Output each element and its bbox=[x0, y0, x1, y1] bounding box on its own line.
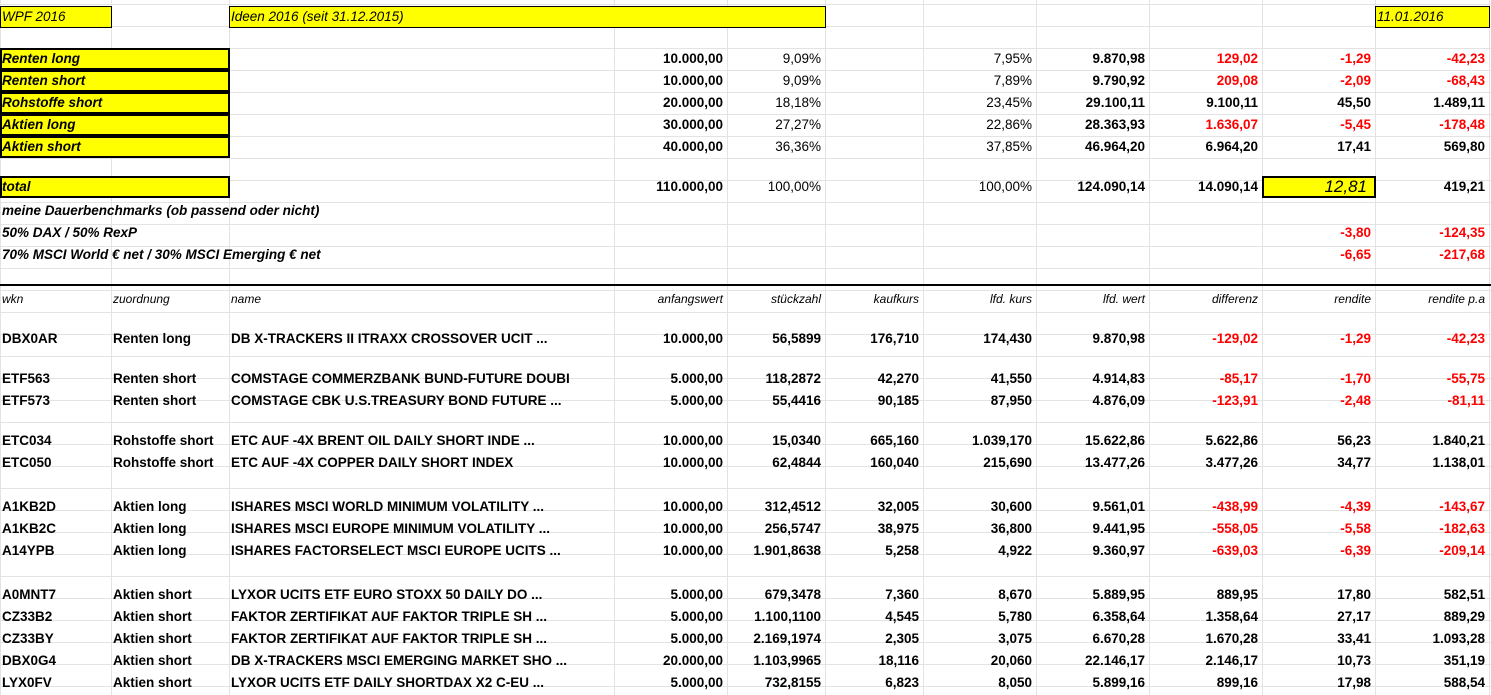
benchmark-rendite-pa[interactable]: -217,68 bbox=[1439, 247, 1485, 262]
position-anfangswert[interactable]: 10.000,00 bbox=[662, 543, 723, 558]
summary-rendite-pa[interactable]: -42,23 bbox=[1446, 51, 1485, 66]
position-zuordnung[interactable]: Renten short bbox=[113, 371, 197, 386]
summary-wert[interactable]: 29.100,11 bbox=[1085, 95, 1145, 110]
summary-wert[interactable]: 46.964,20 bbox=[1084, 139, 1145, 154]
position-name[interactable]: ISHARES MSCI EUROPE MINIMUM VOLATILITY ... bbox=[231, 521, 551, 536]
position-zuordnung[interactable]: Aktien short bbox=[113, 653, 192, 668]
grid-row-line bbox=[0, 268, 1491, 269]
total-rendite-pa[interactable]: 419,21 bbox=[1443, 179, 1485, 194]
column-header[interactable]: anfangswert bbox=[657, 292, 723, 306]
position-differenz[interactable]: -123,91 bbox=[1212, 393, 1258, 408]
position-wkn[interactable]: DBX0G4 bbox=[2, 653, 57, 668]
summary-rendite-pa[interactable]: 569,80 bbox=[1443, 139, 1485, 154]
position-stueckzahl[interactable]: 1.100,1100 bbox=[754, 609, 821, 624]
total-aktuell-anteil[interactable]: 100,00% bbox=[978, 179, 1032, 194]
position-differenz[interactable]: 5.622,86 bbox=[1205, 433, 1258, 448]
position-zuordnung[interactable]: Aktien short bbox=[113, 631, 192, 646]
summary-label[interactable]: Aktien long bbox=[2, 117, 76, 132]
summary-anfangswert[interactable]: 10.000,00 bbox=[662, 51, 723, 66]
position-kaufkurs[interactable]: 42,270 bbox=[877, 371, 919, 386]
position-differenz[interactable]: -639,03 bbox=[1212, 543, 1258, 558]
position-name[interactable]: LYXOR UCITS ETF EURO STOXX 50 DAILY DO ... bbox=[231, 587, 543, 602]
position-rendite-pa[interactable]: -81,11 bbox=[1447, 393, 1485, 408]
position-wkn[interactable]: LYX0FV bbox=[2, 675, 52, 690]
position-zuordnung[interactable]: Aktien short bbox=[113, 587, 192, 602]
position-name[interactable]: ETC AUF -4X BRENT OIL DAILY SHORT INDE ... bbox=[231, 433, 535, 448]
position-kaufkurs[interactable]: 665,160 bbox=[870, 433, 919, 448]
summary-anfangswert[interactable]: 40.000,00 bbox=[662, 139, 723, 154]
column-header[interactable]: differenz bbox=[1211, 292, 1258, 306]
position-lfd-kurs[interactable]: 1.039,170 bbox=[971, 433, 1032, 448]
position-anfangswert[interactable]: 10.000,00 bbox=[662, 331, 723, 346]
position-kaufkurs[interactable]: 2,305 bbox=[885, 631, 919, 646]
position-name[interactable]: COMSTAGE CBK U.S.TREASURY BOND FUTURE ... bbox=[231, 393, 562, 408]
total-anfangswert[interactable]: 110.000,00 bbox=[656, 179, 723, 194]
position-rendite[interactable]: 27,17 bbox=[1337, 609, 1371, 624]
summary-anteil[interactable]: 36,36% bbox=[775, 139, 821, 154]
position-rendite[interactable]: 56,23 bbox=[1337, 433, 1371, 448]
summary-label[interactable]: Aktien short bbox=[2, 139, 81, 154]
position-lfd-wert[interactable]: 13.477,26 bbox=[1084, 455, 1145, 470]
position-rendite-pa[interactable]: 1.093,28 bbox=[1432, 631, 1485, 646]
position-lfd-wert[interactable]: 9.441,95 bbox=[1092, 521, 1145, 536]
position-kaufkurs[interactable]: 18,116 bbox=[878, 653, 919, 668]
position-wkn[interactable]: CZ33B2 bbox=[2, 609, 53, 624]
position-anfangswert[interactable]: 5.000,00 bbox=[670, 609, 723, 624]
summary-differenz[interactable]: 6.964,20 bbox=[1205, 139, 1258, 154]
total-anteil[interactable]: 100,00% bbox=[767, 179, 821, 194]
position-zuordnung[interactable]: Aktien long bbox=[113, 521, 187, 536]
summary-rendite-pa[interactable]: -178,48 bbox=[1439, 117, 1485, 132]
column-header[interactable]: stückzahl bbox=[770, 292, 821, 306]
summary-wert[interactable]: 9.790,92 bbox=[1092, 73, 1145, 88]
position-stueckzahl[interactable]: 732,8155 bbox=[764, 675, 821, 690]
position-lfd-wert[interactable]: 22.146,17 bbox=[1084, 653, 1145, 668]
benchmark-rendite-pa[interactable]: -124,35 bbox=[1439, 225, 1485, 240]
position-rendite[interactable]: -1,70 bbox=[1340, 371, 1371, 386]
position-differenz[interactable]: 3.477,26 bbox=[1205, 455, 1258, 470]
position-stueckzahl[interactable]: 1.901,8638 bbox=[753, 543, 821, 558]
position-name[interactable]: FAKTOR ZERTIFIKAT AUF FAKTOR TRIPLE SH ... bbox=[231, 631, 547, 646]
grid-row-line bbox=[0, 356, 1491, 357]
summary-label[interactable]: Renten short bbox=[2, 73, 86, 88]
position-lfd-wert[interactable]: 15.622,86 bbox=[1084, 433, 1145, 448]
position-anfangswert[interactable]: 5.000,00 bbox=[670, 587, 723, 602]
position-rendite[interactable]: -2,48 bbox=[1340, 393, 1371, 408]
position-lfd-kurs[interactable]: 41,550 bbox=[990, 371, 1032, 386]
summary-differenz[interactable]: 209,08 bbox=[1216, 73, 1258, 88]
summary-aktuell-anteil[interactable]: 22,86% bbox=[986, 117, 1032, 132]
position-stueckzahl[interactable]: 312,4512 bbox=[764, 499, 821, 514]
position-rendite-pa[interactable]: 1.840,21 bbox=[1432, 433, 1485, 448]
position-stueckzahl[interactable]: 15,0340 bbox=[772, 433, 821, 448]
summary-differenz[interactable]: 1.636,07 bbox=[1205, 117, 1258, 132]
summary-differenz[interactable]: 9.100,11 bbox=[1206, 95, 1258, 110]
position-zuordnung[interactable]: Rohstoffe short bbox=[113, 433, 214, 448]
position-kaufkurs[interactable]: 5,258 bbox=[885, 543, 919, 558]
summary-rendite[interactable]: 45,50 bbox=[1337, 95, 1371, 110]
summary-rendite[interactable]: -1,29 bbox=[1340, 51, 1371, 66]
position-name[interactable]: DB X-TRACKERS II ITRAXX CROSSOVER UCIT ... bbox=[231, 331, 548, 346]
column-header[interactable]: wkn bbox=[2, 292, 24, 306]
position-anfangswert[interactable]: 10.000,00 bbox=[662, 433, 723, 448]
position-lfd-wert[interactable]: 9.870,98 bbox=[1092, 331, 1145, 346]
summary-aktuell-anteil[interactable]: 7,89% bbox=[993, 73, 1032, 88]
position-zuordnung[interactable]: Aktien long bbox=[113, 543, 187, 558]
position-rendite-pa[interactable]: -209,14 bbox=[1439, 543, 1485, 558]
column-header[interactable]: rendite bbox=[1334, 292, 1371, 306]
position-lfd-kurs[interactable]: 87,950 bbox=[990, 393, 1032, 408]
position-kaufkurs[interactable]: 7,360 bbox=[885, 587, 919, 602]
position-kaufkurs[interactable]: 38,975 bbox=[877, 521, 919, 536]
position-kaufkurs[interactable]: 160,040 bbox=[870, 455, 919, 470]
grid-row-line bbox=[0, 158, 1491, 159]
total-rendite[interactable]: 12,81 bbox=[1324, 177, 1367, 196]
position-lfd-kurs[interactable]: 3,075 bbox=[998, 631, 1032, 646]
position-anfangswert[interactable]: 5.000,00 bbox=[670, 393, 723, 408]
position-rendite-pa[interactable]: 889,29 bbox=[1443, 609, 1485, 624]
grid-row-line bbox=[0, 422, 1491, 423]
position-lfd-kurs[interactable]: 215,690 bbox=[983, 455, 1032, 470]
column-header[interactable]: kaufkurs bbox=[873, 292, 919, 306]
position-rendite-pa[interactable]: -182,63 bbox=[1439, 521, 1485, 536]
position-stueckzahl[interactable]: 1.103,9965 bbox=[753, 653, 821, 668]
position-anfangswert[interactable]: 10.000,00 bbox=[662, 455, 723, 470]
position-rendite-pa[interactable]: -42,23 bbox=[1446, 331, 1485, 346]
summary-wert[interactable]: 28.363,93 bbox=[1084, 117, 1145, 132]
position-lfd-kurs[interactable]: 36,800 bbox=[990, 521, 1032, 536]
summary-anteil[interactable]: 9,09% bbox=[782, 73, 821, 88]
position-kaufkurs[interactable]: 6,823 bbox=[885, 675, 919, 690]
position-name[interactable]: DB X-TRACKERS MSCI EMERGING MARKET SHO ... bbox=[231, 653, 568, 668]
column-header[interactable]: name bbox=[231, 292, 262, 306]
position-zuordnung[interactable]: Renten long bbox=[113, 331, 191, 346]
position-lfd-kurs[interactable]: 174,430 bbox=[983, 331, 1032, 346]
position-lfd-wert[interactable]: 5.899,16 bbox=[1092, 675, 1145, 690]
position-stueckzahl[interactable]: 679,3478 bbox=[764, 587, 821, 602]
position-rendite[interactable]: 17,98 bbox=[1337, 675, 1371, 690]
position-name[interactable]: COMSTAGE COMMERZBANK BUND-FUTURE DOUBI bbox=[231, 371, 570, 386]
position-anfangswert[interactable]: 20.000,00 bbox=[662, 653, 723, 668]
position-name[interactable]: ETC AUF -4X COPPER DAILY SHORT INDEX bbox=[231, 455, 514, 470]
summary-rendite-pa[interactable]: -68,43 bbox=[1446, 73, 1485, 88]
summary-rendite[interactable]: 17,41 bbox=[1337, 139, 1371, 154]
position-lfd-kurs[interactable]: 30,600 bbox=[990, 499, 1032, 514]
summary-rendite[interactable]: -2,09 bbox=[1340, 73, 1371, 88]
sheet-subtitle[interactable]: Ideen 2016 (seit 31.12.2015) bbox=[231, 9, 404, 24]
grid-row-line bbox=[0, 576, 1491, 577]
position-differenz[interactable]: -438,99 bbox=[1212, 499, 1258, 514]
position-lfd-kurs[interactable]: 8,050 bbox=[998, 675, 1032, 690]
position-zuordnung[interactable]: Aktien long bbox=[113, 499, 187, 514]
position-differenz[interactable]: -85,17 bbox=[1219, 371, 1258, 386]
position-anfangswert[interactable]: 5.000,00 bbox=[670, 631, 723, 646]
position-lfd-kurs[interactable]: 4,922 bbox=[998, 543, 1032, 558]
position-name[interactable]: FAKTOR ZERTIFIKAT AUF FAKTOR TRIPLE SH ... bbox=[231, 609, 547, 624]
position-differenz[interactable]: 2.146,17 bbox=[1205, 653, 1258, 668]
position-stueckzahl[interactable]: 56,5899 bbox=[772, 331, 821, 346]
summary-aktuell-anteil[interactable]: 7,95% bbox=[993, 51, 1032, 66]
position-wkn[interactable]: ETC034 bbox=[2, 433, 52, 448]
position-rendite[interactable]: 17,80 bbox=[1337, 587, 1371, 602]
position-anfangswert[interactable]: 10.000,00 bbox=[662, 499, 723, 514]
position-rendite[interactable]: 10,73 bbox=[1337, 653, 1371, 668]
position-stueckzahl[interactable]: 118,2872 bbox=[765, 371, 821, 386]
total-label[interactable]: total bbox=[2, 179, 31, 194]
column-header[interactable]: zuordnung bbox=[113, 292, 170, 306]
position-zuordnung[interactable]: Aktien short bbox=[113, 675, 192, 690]
position-wkn[interactable]: A14YPB bbox=[2, 543, 55, 558]
position-wkn[interactable]: ETF573 bbox=[2, 393, 51, 408]
position-lfd-wert[interactable]: 4.876,09 bbox=[1092, 393, 1145, 408]
position-differenz[interactable]: 1.670,28 bbox=[1205, 631, 1258, 646]
position-lfd-wert[interactable]: 5.889,95 bbox=[1092, 587, 1145, 602]
position-rendite-pa[interactable]: 582,51 bbox=[1443, 587, 1485, 602]
header-separator bbox=[0, 284, 1491, 286]
position-lfd-wert[interactable]: 4.914,83 bbox=[1092, 371, 1145, 386]
position-name[interactable]: LYXOR UCITS ETF DAILY SHORTDAX X2 C-EU ... bbox=[231, 675, 545, 690]
position-lfd-wert[interactable]: 6.358,64 bbox=[1092, 609, 1145, 624]
position-wkn[interactable]: CZ33BY bbox=[2, 631, 54, 646]
benchmark-label[interactable]: 70% MSCI World € net / 30% MSCI Emerging € net bbox=[2, 247, 321, 262]
position-rendite-pa[interactable]: 1.138,01 bbox=[1432, 455, 1485, 470]
position-lfd-kurs[interactable]: 8,670 bbox=[998, 587, 1032, 602]
position-lfd-kurs[interactable]: 20,060 bbox=[990, 653, 1032, 668]
position-zuordnung[interactable]: Aktien short bbox=[113, 609, 192, 624]
position-differenz[interactable]: -129,02 bbox=[1212, 331, 1258, 346]
position-kaufkurs[interactable]: 32,005 bbox=[877, 499, 919, 514]
position-stueckzahl[interactable]: 2.169,1974 bbox=[753, 631, 821, 646]
summary-anteil[interactable]: 27,27% bbox=[775, 117, 821, 132]
position-anfangswert[interactable]: 5.000,00 bbox=[670, 371, 723, 386]
position-kaufkurs[interactable]: 90,185 bbox=[877, 393, 919, 408]
column-header[interactable]: rendite p.a bbox=[1428, 292, 1485, 306]
position-name[interactable]: ISHARES MSCI WORLD MINIMUM VOLATILITY ... bbox=[231, 499, 544, 514]
sheet-date[interactable]: 11.01.2016 bbox=[1377, 9, 1444, 24]
column-header[interactable]: lfd. wert bbox=[1102, 292, 1145, 306]
position-differenz[interactable]: 899,16 bbox=[1216, 675, 1258, 690]
benchmark-rendite[interactable]: -3,80 bbox=[1340, 225, 1371, 240]
summary-aktuell-anteil[interactable]: 23,45% bbox=[986, 95, 1032, 110]
position-lfd-wert[interactable]: 9.561,01 bbox=[1092, 499, 1145, 514]
position-rendite[interactable]: -5,58 bbox=[1340, 521, 1371, 536]
position-name[interactable]: ISHARES FACTORSELECT MSCI EUROPE UCITS ... bbox=[231, 543, 561, 558]
grid-row-line bbox=[0, 4, 1491, 5]
position-kaufkurs[interactable]: 4,545 bbox=[885, 609, 919, 624]
position-kaufkurs[interactable]: 176,710 bbox=[870, 331, 919, 346]
summary-anfangswert[interactable]: 30.000,00 bbox=[662, 117, 723, 132]
summary-label[interactable]: Renten long bbox=[2, 51, 80, 66]
summary-aktuell-anteil[interactable]: 37,85% bbox=[986, 139, 1032, 154]
position-stueckzahl[interactable]: 256,5747 bbox=[764, 521, 821, 536]
position-anfangswert[interactable]: 5.000,00 bbox=[670, 675, 723, 690]
position-rendite[interactable]: 33,41 bbox=[1337, 631, 1371, 646]
summary-anteil[interactable]: 9,09% bbox=[782, 51, 821, 66]
position-wkn[interactable]: ETC050 bbox=[2, 455, 52, 470]
summary-anteil[interactable]: 18,18% bbox=[775, 95, 821, 110]
position-wkn[interactable]: A0MNT7 bbox=[2, 587, 57, 602]
position-rendite[interactable]: -6,39 bbox=[1340, 543, 1371, 558]
summary-rendite[interactable]: -5,45 bbox=[1340, 117, 1371, 132]
position-lfd-wert[interactable]: 6.670,28 bbox=[1092, 631, 1145, 646]
position-rendite-pa[interactable]: -55,75 bbox=[1446, 371, 1485, 386]
benchmark-heading[interactable]: meine Dauerbenchmarks (ob passend oder nicht) bbox=[2, 203, 320, 218]
position-wkn[interactable]: DBX0AR bbox=[2, 331, 58, 346]
summary-anfangswert[interactable]: 10.000,00 bbox=[662, 73, 723, 88]
position-anfangswert[interactable]: 10.000,00 bbox=[662, 521, 723, 536]
position-zuordnung[interactable]: Renten short bbox=[113, 393, 197, 408]
position-rendite-pa[interactable]: -143,67 bbox=[1439, 499, 1485, 514]
position-rendite[interactable]: -1,29 bbox=[1340, 331, 1371, 346]
position-wkn[interactable]: ETF563 bbox=[2, 371, 51, 386]
position-lfd-wert[interactable]: 9.360,97 bbox=[1092, 543, 1145, 558]
position-lfd-kurs[interactable]: 5,780 bbox=[998, 609, 1032, 624]
total-differenz[interactable]: 14.090,14 bbox=[1197, 179, 1258, 194]
position-rendite[interactable]: 34,77 bbox=[1337, 455, 1371, 470]
grid-row-line bbox=[0, 312, 1491, 313]
position-differenz[interactable]: 1.358,64 bbox=[1205, 609, 1258, 624]
position-zuordnung[interactable]: Rohstoffe short bbox=[113, 455, 214, 470]
position-wkn[interactable]: A1KB2D bbox=[2, 499, 57, 514]
grid-row-line bbox=[0, 488, 1491, 489]
summary-wert[interactable]: 9.870,98 bbox=[1092, 51, 1145, 66]
total-wert[interactable]: 124.090,14 bbox=[1077, 179, 1145, 194]
grid-column-line bbox=[1489, 0, 1490, 695]
summary-rendite-pa[interactable]: 1.489,11 bbox=[1433, 95, 1485, 110]
position-rendite-pa[interactable]: 588,54 bbox=[1443, 675, 1485, 690]
position-wkn[interactable]: A1KB2C bbox=[2, 521, 57, 536]
summary-differenz[interactable]: 129,02 bbox=[1216, 51, 1258, 66]
sheet-title[interactable]: WPF 2016 bbox=[2, 9, 66, 24]
position-rendite[interactable]: -4,39 bbox=[1340, 499, 1371, 514]
position-rendite-pa[interactable]: 351,19 bbox=[1443, 653, 1485, 668]
position-differenz[interactable]: 889,95 bbox=[1216, 587, 1258, 602]
summary-anfangswert[interactable]: 20.000,00 bbox=[662, 95, 723, 110]
summary-label[interactable]: Rohstoffe short bbox=[2, 95, 103, 110]
column-header[interactable]: lfd. kurs bbox=[989, 292, 1032, 306]
position-stueckzahl[interactable]: 55,4416 bbox=[772, 393, 821, 408]
position-stueckzahl[interactable]: 62,4844 bbox=[772, 455, 821, 470]
benchmark-rendite[interactable]: -6,65 bbox=[1340, 247, 1371, 262]
benchmark-label[interactable]: 50% DAX / 50% RexP bbox=[2, 225, 138, 240]
position-differenz[interactable]: -558,05 bbox=[1212, 521, 1258, 536]
